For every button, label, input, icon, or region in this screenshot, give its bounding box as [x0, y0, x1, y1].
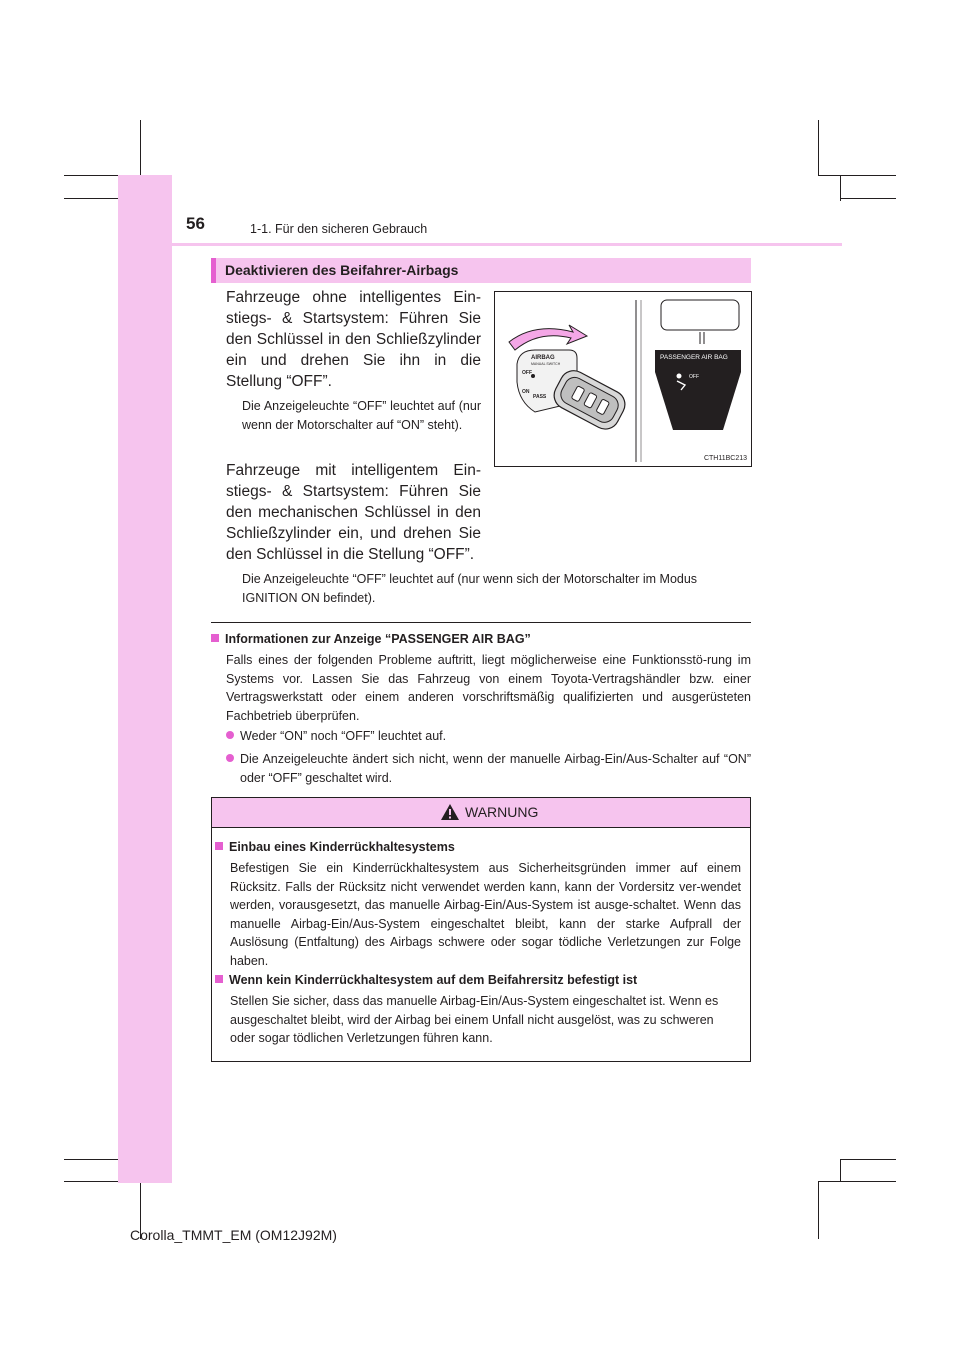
- switch-off-label: OFF: [522, 370, 532, 376]
- info-bullet-1: [226, 727, 751, 746]
- warning-item-1-heading: [215, 840, 745, 854]
- crop-mark: [818, 175, 896, 176]
- warning-item-title: Einbau eines Kinderrückhaltesystems: [229, 840, 455, 854]
- footer-text: Corolla_TMMT_EM (OM12J92M): [130, 1227, 337, 1243]
- crop-mark: [818, 1181, 819, 1239]
- warning-title: WARNUNG: [465, 804, 539, 820]
- page-number: 56: [186, 214, 205, 233]
- warning-item-2-body: Stellen Sie sicher, dass das manuelle Airbag-Ein/Aus-System eingeschaltet ist. Wenn es ausgeschaltet bleibt, wird der Airbag bei einem Unfall nicht ausgelöst, was zu schweren oder sogar tödlichen Verletzungen führen kann.: [230, 994, 719, 1045]
- round-bullet-icon: [226, 754, 234, 762]
- note-off-indicator: Die Anzeigeleuchte “OFF” leuchtet auf (nur wenn der Motorschalter auf “ON” steht).: [242, 399, 481, 432]
- section-divider: [211, 622, 751, 623]
- airbag-switch-illustration: [495, 292, 751, 466]
- indicator-state: OFF: [689, 374, 699, 380]
- warning-triangle-icon: [440, 803, 460, 821]
- paragraph-no-smart-key: Fahrzeuge ohne intelligentes Ein-stiegs- & Startsystem: Führen Sie den Schlüssel in den Schließzylinder ein und drehen Sie ihn in die Stellung “OFF”.: [226, 289, 481, 390]
- info-title: Informationen zur Anzeige “PASSENGER AIR BAG”: [225, 632, 531, 646]
- crop-mark: [818, 1181, 896, 1182]
- subsection-title: Deaktivieren des Beifahrer-Airbags: [225, 262, 459, 278]
- round-bullet-icon: [226, 731, 234, 739]
- square-bullet-icon: [215, 842, 223, 850]
- warning-item-title: Wenn kein Kinderrückhaltesystem auf dem Beifahrersitz befestigt ist: [229, 973, 638, 987]
- header-rule: [118, 243, 842, 246]
- crop-mark: [818, 120, 819, 176]
- heading-accent-bar: [211, 258, 216, 283]
- switch-pass-label: PASS: [533, 394, 547, 400]
- crop-mark: [840, 1159, 841, 1182]
- warning-header: [212, 798, 750, 828]
- square-bullet-icon: [211, 634, 219, 642]
- crop-mark: [840, 198, 896, 199]
- warning-item-2-heading: [215, 973, 745, 987]
- airbag-switch-figure: [494, 291, 752, 467]
- info-bullet-text: Weder “ON” noch “OFF” leuchtet auf.: [240, 729, 447, 743]
- subsection-heading: [211, 258, 751, 283]
- side-band: [118, 175, 172, 1183]
- indicator-label: PASSENGER AIR BAG: [660, 354, 728, 361]
- section-title: 1-1. Für den sicheren Gebrauch: [250, 222, 428, 236]
- figure-caption: CTH11BC213: [703, 455, 747, 462]
- info-heading: [211, 632, 751, 646]
- switch-label: AIRBAG: [531, 355, 555, 361]
- info-bullet-text: Die Anzeigeleuchte ändert sich nicht, wenn der manuelle Airbag-Ein/Aus-Schalter auf “ON” oder “OFF” geschaltet wird.: [240, 752, 751, 785]
- warning-box: [211, 797, 751, 1062]
- warning-item-1-body: Befestigen Sie ein Kinderrückhaltesystem aus Sicherheitsgründen immer auf einem Rücksitz. Falls der Rücksitz nicht verwendet werden kann, kann der Vordersitz ver-wendet werden, vorausgesetzt, das manuelle Airbag-Ein/Aus-System ist ausge-schaltet. Wenn das manuelle Airbag-Ein/Aus-System eingeschaltet bleibt, kann der starke Aufprall der Auslösung (Entfaltung) des Airbags schwere oder sogar tödliche Verletzungen zur Folge haben.: [230, 861, 741, 968]
- switch-sub-label: MANUAL SWITCH: [531, 362, 561, 366]
- info-body: Falls eines der folgenden Probleme auftritt, liegt möglicherweise eine Funktionsstö-rung im Systems vor. Lassen Sie das Fahrzeug von einem Toyota-Vertragshändler bzw. einer Vertragswerkstatt oder einem anderen vorschriftsmäßig qualifizierten und ausgerüsteten Fachbetrieb überprüfen.: [226, 653, 751, 723]
- crop-mark: [64, 1159, 119, 1160]
- note-ignition-on: Die Anzeigeleuchte “OFF” leuchtet auf (nur wenn sich der Motorschalter im Modus IGNITION ON befindet).: [242, 572, 698, 605]
- square-bullet-icon: [215, 975, 223, 983]
- crop-mark: [840, 1159, 896, 1160]
- crop-mark: [64, 198, 119, 199]
- switch-on-label: ON: [522, 389, 530, 395]
- paragraph-smart-key: Fahrzeuge mit intelligentem Ein-stiegs- & Startsystem: Führen Sie den mechanischen Schlüssel in den Schließzylinder ein, und drehen Sie den Schlüssel in die Stellung “OFF”.: [226, 462, 481, 563]
- info-bullet-2: [226, 750, 751, 787]
